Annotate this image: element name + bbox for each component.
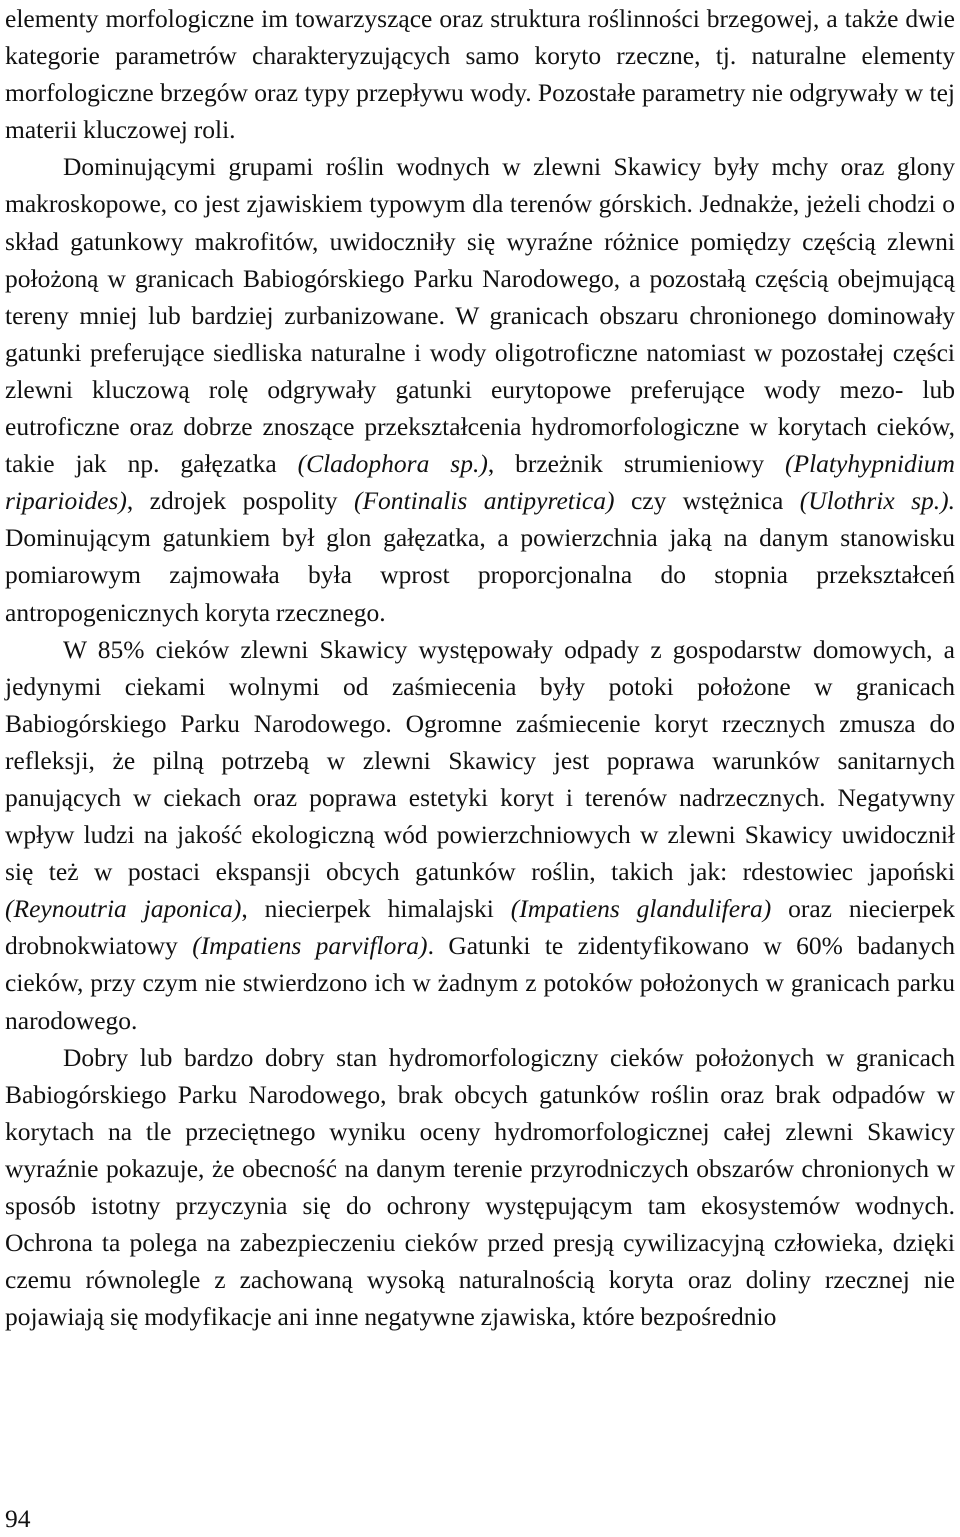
paragraph (5, 1039, 955, 1336)
italic-text-fragment: (Impatiens parviflora) (192, 931, 428, 961)
page-number: 94 (5, 1504, 31, 1533)
italic-text-fragment: (Platyhypnidium riparioides) (5, 449, 955, 516)
text-fragment: oraz niecierpek drobnokwiatowy (5, 894, 956, 961)
paragraph (5, 0, 955, 148)
text-fragment: W 85% cieków zlewni Skawicy występowały odpady z gospodarstw domowych, a jedynymi ciekami wolnymi od zaśmiecenia były potoki położone w granicach Babiogórskiego Parku Narodowego. Ogromne zaśmiecenie koryt rzecznych zmusza do refleksji, że pilną potrzebą w zlewni Skawicy jest poprawa warunków sanitarnych panujących w ciekach oraz poprawa estetyki koryt i terenów nadrzecznych. Negatywny wpływ ludzi na jakość ekologiczną wód powierzchniowych w zlewni Skawicy uwidocznił się też w postaci ekspansji obcych gatunków roślin, takich jak: rdestowiec japoński (5, 634, 955, 887)
text-fragment: Dobry lub bardzo dobry stan hydromorfologiczny cieków położonych w granicach Babiogórskiego Parku Narodowego, brak obcych gatunków roślin oraz brak odpadów w korytach na tle przeciętnego wyniku oceny hydromorfologicznej całej zlewni Skawicy wyraźnie pokazuje, że obecność na danym terenie przyrodniczych obszarów chronionych w sposób istotny przyczynia się do ochrony występującym tam ekosystemów wodnych. Ochrona ta polega na zabezpieczeniu cieków przed presją cywilizacyjną człowieka, dzięki czemu równolegle z zachowaną wysoką naturalnością koryta oraz doliny rzecznej nie pojawiają się modyfikacje ani inne negatywne zjawiska, które bezpośrednio (5, 1042, 955, 1332)
text-fragment: , brzeżnik strumieniowy (487, 449, 786, 479)
text-fragment: czy wstężnica (614, 486, 800, 516)
text-fragment: elementy morfologiczne im towarzyszące oraz struktura roślinności brzegowej, a także dwie kategorie parametrów charakteryzujących samo koryto rzeczne, tj. naturalne elementy morfologiczne brzegów oraz typy przepływu wody. Pozostałe parametry nie odgrywały w tej materii kluczowej roli. (5, 4, 955, 145)
italic-text-fragment: (Ulothrix sp.). (799, 486, 956, 516)
text-body (5, 0, 955, 1335)
document-page (5, 0, 955, 1335)
italic-text-fragment: (Impatiens glandulifera) (510, 894, 772, 924)
italic-text-fragment: (Reynoutria japonica) (5, 894, 242, 924)
paragraph (5, 148, 955, 630)
paragraph (5, 631, 955, 1039)
text-fragment: Dominującymi grupami roślin wodnych w zlewni Skawicy były mchy oraz glony makroskopowe, co jest zjawiskiem typowym dla terenów górskich. Jednakże, jeżeli chodzi o skład gatunkowy makrofitów, uwidoczniły się wyraźne różnice pomiędzy częścią zlewni położoną w granicach Babiogórskiego Parku Narodowego, a pozostałą częścią obejmującą tereny mniej lub bardziej zurbanizowane. W granicach obszaru chronionego dominowały gatunki preferujące siedliska naturalne i wody oligotroficzne natomiast w pozostałej części zlewni kluczową rolę odgrywały gatunki eurytopowe preferujące wody mezo- lub eutroficzne oraz dobrze znoszące przekształcenia hydromorfologiczne w korytach cieków, takie jak np. gałęzatka (5, 152, 955, 479)
text-fragment: Dominującym gatunkiem był glon gałęzatka, a powierzchnia jaką na danym stanowisku pomiarowym zajmowała była wprost proporcjonalna do stopnia przekształceń antropogenicznych koryta rzecznego. (5, 523, 955, 627)
italic-text-fragment: (Fontinalis antipyretica) (353, 486, 615, 516)
italic-text-fragment: (Cladophora sp.) (297, 449, 488, 479)
text-fragment: . Gatunki te zidentyfikowano w 60% badanych cieków, przy czym nie stwierdzono ich w żadnym z potoków położonych w granicach parku narodowego. (5, 931, 955, 1035)
text-fragment: , zdrojek pospolity (126, 486, 354, 516)
text-fragment: , niecierpek himalajski (241, 894, 511, 924)
